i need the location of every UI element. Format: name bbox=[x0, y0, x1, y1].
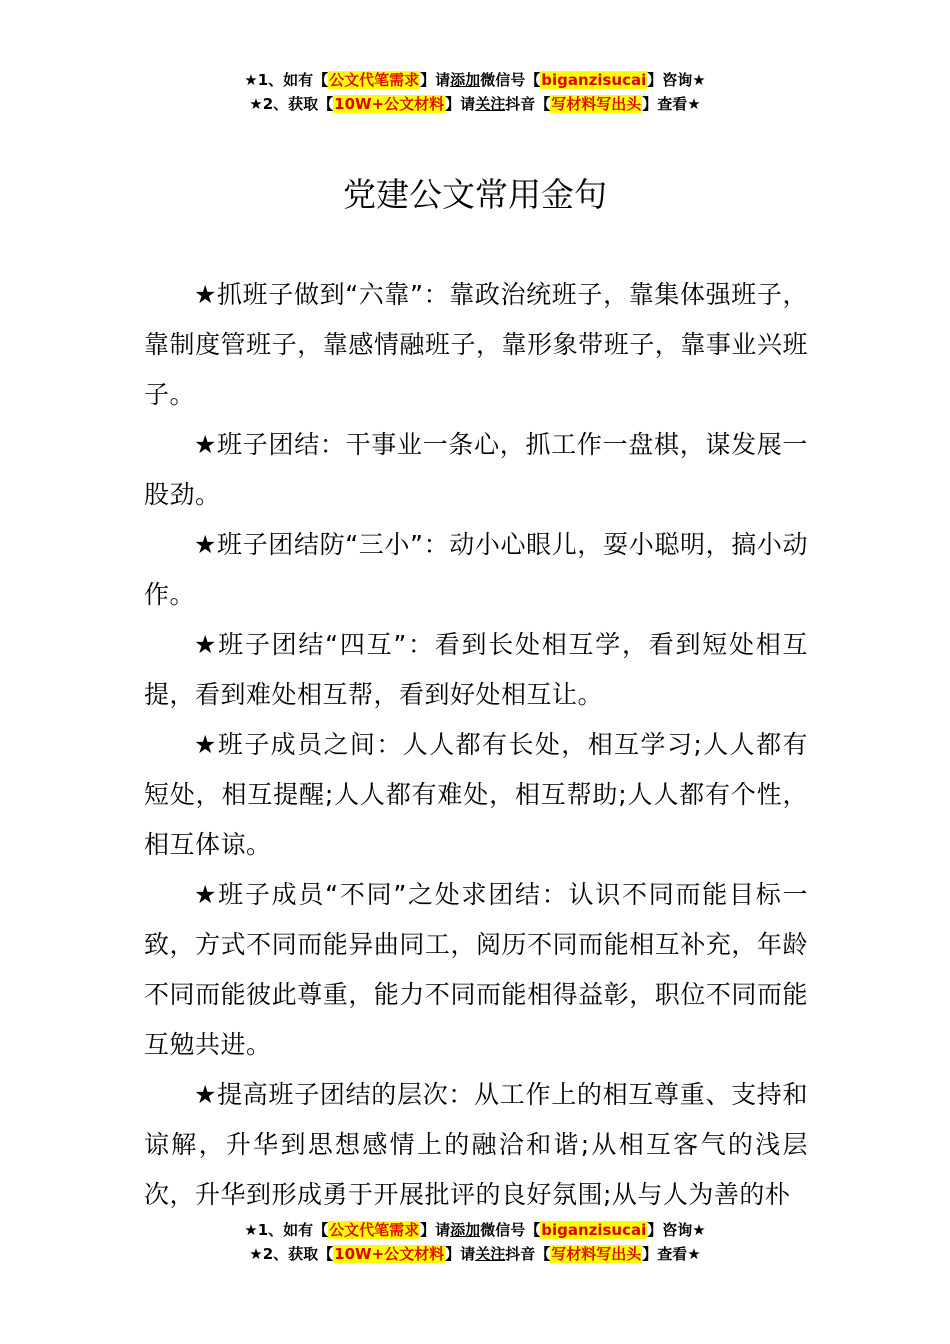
highlight-douyin-account: 写材料写出头 bbox=[551, 1245, 642, 1263]
header-banner bbox=[0, 68, 950, 116]
banner-line-2: ★2、获取【10W+公文材料】请关注抖音【写材料写出头】查看★ bbox=[249, 1245, 701, 1263]
paragraph: ★班子成员“不同”之处求团结：认识不同而能目标一致，方式不同而能异曲同工，阅历不同而能相互补充，年龄不同而能彼此尊重，能力不同而能相得益彰，职位不同而能互勉共进。 bbox=[144, 880, 808, 1059]
highlight-wechat-id: biganzisucai bbox=[541, 71, 647, 89]
paragraph: ★班子团结：干事业一条心，抓工作一盘棋，谋发展一股劲。 bbox=[144, 430, 808, 509]
star-icon: ★ bbox=[687, 95, 701, 113]
star-icon: ★ bbox=[249, 95, 263, 113]
paragraph: ★班子团结“四互”：看到长处相互学，看到短处相互提，看到难处相互帮，看到好处相互让。 bbox=[144, 630, 808, 709]
page-title: 党建公文常用金句 bbox=[343, 175, 607, 214]
paragraph: ★班子成员之间：人人都有长处，相互学习;人人都有短处，相互提醒;人人都有难处，相互帮助;人人都有个性，相互体谅。 bbox=[144, 730, 808, 859]
paragraph: ★班子团结防“三小”：动小心眼儿，耍小聪明，搞小动作。 bbox=[144, 530, 808, 609]
star-icon: ★ bbox=[244, 71, 258, 89]
highlight-wechat-id: biganzisucai bbox=[541, 1221, 647, 1239]
star-icon: ★ bbox=[692, 1221, 706, 1239]
document-body bbox=[144, 270, 808, 1220]
paragraph: ★提高班子团结的层次：从工作上的相互尊重、支持和谅解，升华到思想感情上的融洽和谐;从相互客气的浅层次，升华到形成勇于开展批评的良好氛围;从与人为善的朴 bbox=[144, 1080, 808, 1209]
star-icon: ★ bbox=[249, 1245, 263, 1263]
highlight-materials: 10W+公文材料 bbox=[334, 1245, 445, 1263]
highlight-douyin-account: 写材料写出头 bbox=[551, 95, 642, 113]
banner-line-1: ★1、如有【公文代笔需求】请添加微信号【biganzisucai】咨询★ bbox=[244, 1221, 706, 1239]
highlight-materials: 10W+公文材料 bbox=[334, 95, 445, 113]
banner-line-2: ★2、获取【10W+公文材料】请关注抖音【写材料写出头】查看★ bbox=[249, 95, 701, 113]
banner-line-1: ★1、如有【公文代笔需求】请添加微信号【biganzisucai】咨询★ bbox=[244, 71, 706, 89]
star-icon: ★ bbox=[244, 1221, 258, 1239]
star-icon: ★ bbox=[692, 71, 706, 89]
footer-banner bbox=[0, 1218, 950, 1266]
highlight-service: 公文代笔需求 bbox=[329, 71, 420, 89]
star-icon: ★ bbox=[687, 1245, 701, 1263]
highlight-service: 公文代笔需求 bbox=[329, 1221, 420, 1239]
paragraph: ★抓班子做到“六靠”：靠政治统班子，靠集体强班子，靠制度管班子，靠感情融班子，靠形象带班子，靠事业兴班子。 bbox=[144, 280, 808, 409]
